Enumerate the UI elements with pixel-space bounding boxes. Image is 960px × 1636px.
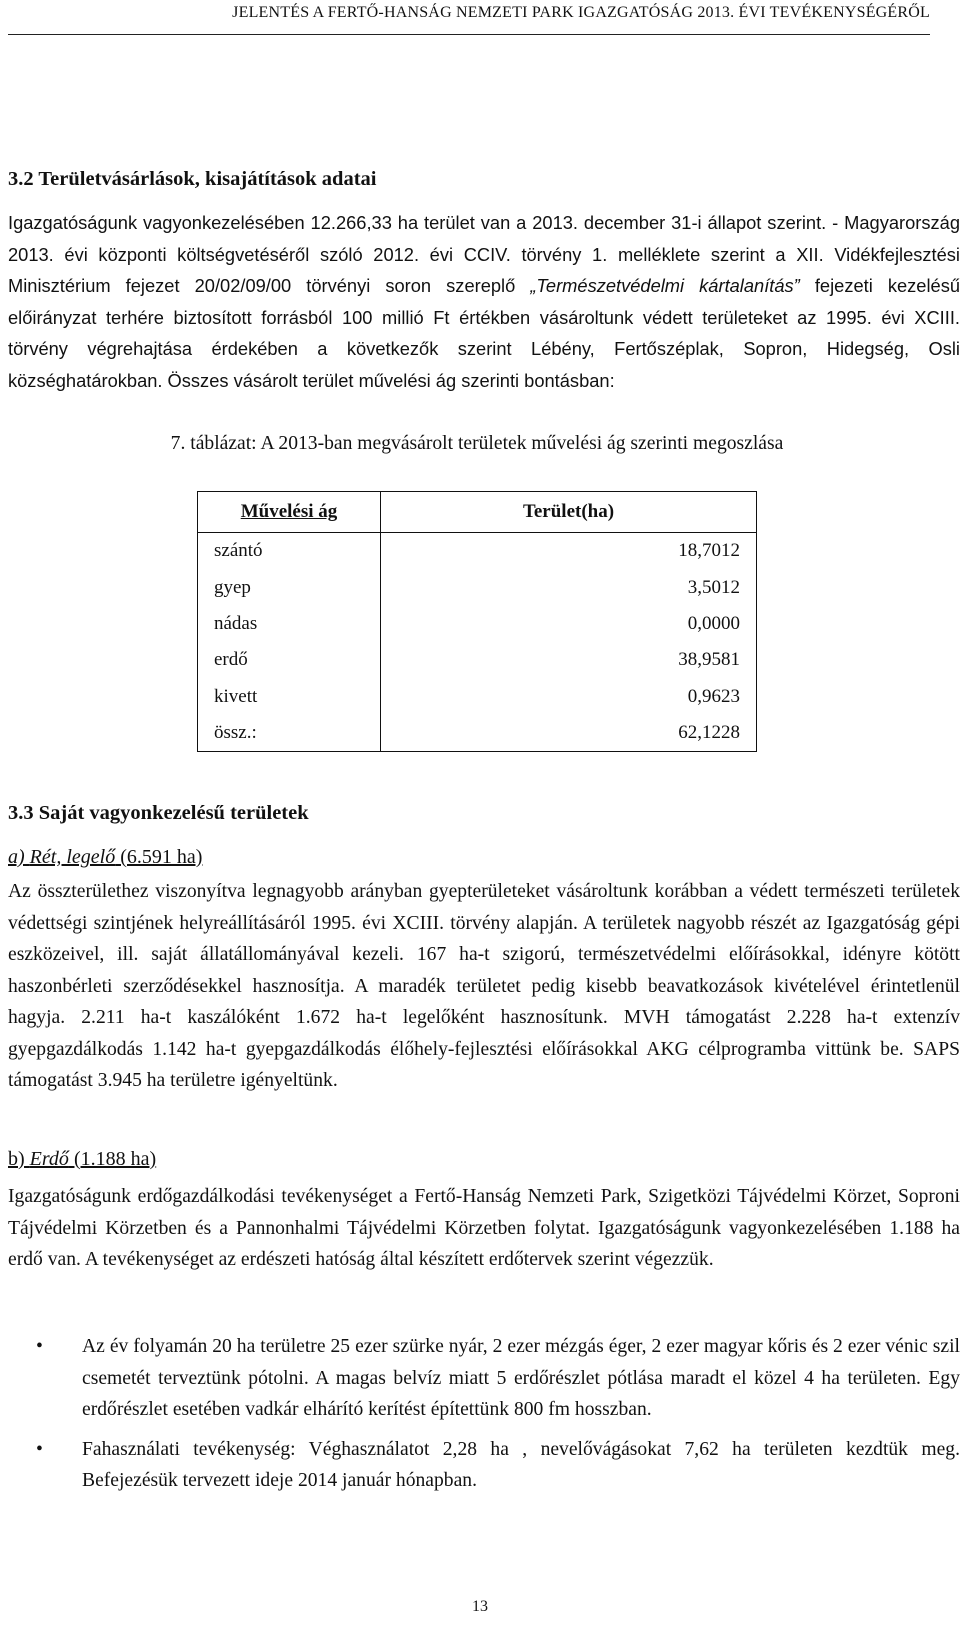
table-row bbox=[198, 679, 757, 715]
subsection-a-paragraph: Az összterülethez viszonyítva legnagyobb arányban gyepterületeket vásároltunk korábban a védett természeti területek védettségi szintjének helyreállításáról 1995. évi XCIII. törvény alapján. A területek nagyobb részét az Igazgatóság gépi eszközeivel, ill. saját állatállományával kezeli. 167 ha-t szigorú, természetvédelmi előírásokkal, idényre kötött haszonbérleti szerződésekkel hasznosítja. A maradék területet pedig kisebb beavatkozások kivételével érintetlenül hagyja. 2.211 ha-t kaszálóként 1.672 ha-t legelőként hasznosítunk. MVH támogatást 2.228 ha-t extenzív gyepgazdálkodás 1.142 ha-t gyepgazdálkodás élőhely-fejlesztési előírásokkal AKG célprogramba vittünk be. SAPS támogatást 3.945 ha területre igényeltünk. bbox=[8, 881, 960, 1091]
section-heading-3-3: 3.3 Saját vagyonkezelésű területek bbox=[8, 802, 309, 824]
column-header-area: Terület(ha) bbox=[381, 492, 757, 533]
table-row bbox=[198, 569, 757, 605]
cell-category: nádas bbox=[198, 606, 381, 642]
section-heading-3-2: 3.2 Területvásárlások, kisajátítások adatai bbox=[8, 168, 377, 190]
land-use-table bbox=[197, 491, 757, 752]
running-header bbox=[0, 4, 930, 22]
table-row-total bbox=[198, 715, 757, 752]
paragraph-rest: fejezeti kezelésű előirányzat terhére biztosított forrásból 100 millió Ft értékben vásároltunk védett területeket az 1995. évi XCIII. törvény végrehajtása érdekében a következők szerint Lébény, Fertőszéplak, Sopron, Hidegség, Osli községhatárokban. Összes vásárolt terület művelési ág szerinti bontásban: bbox=[8, 275, 960, 391]
page-number: 13 bbox=[472, 1598, 488, 1615]
cell-area: 18,7012 bbox=[381, 533, 757, 570]
sub-b-suffix: (1.188 ha) bbox=[68, 1148, 157, 1170]
sub-a-suffix: (6.591 ha) bbox=[115, 846, 203, 868]
bullet-icon: • bbox=[36, 1438, 43, 1460]
list-item bbox=[36, 1331, 960, 1426]
sub-a-prefix: a) bbox=[8, 846, 30, 868]
sub-b-prefix: b) bbox=[8, 1148, 30, 1170]
cell-area: 3,5012 bbox=[381, 569, 757, 605]
header-title: JELENTÉS A FERTŐ-HANSÁG NEMZETI PARK IGAZGATÓSÁG 2013. ÉVI TEVÉKENYSÉGÉRŐL bbox=[232, 4, 930, 21]
cell-category: gyep bbox=[198, 569, 381, 605]
cell-category: erdő bbox=[198, 642, 381, 678]
table-row bbox=[198, 606, 757, 642]
bullet-list bbox=[36, 1331, 960, 1505]
cell-area: 0,9623 bbox=[381, 679, 757, 715]
paragraph-intro: Igazgatóságunk vagyonkezelésében 12.266,33 ha terület van a 2013. december 31-i állapot szerint. - Magyarország 2013. évi központi költségvetéséről szóló 2012. évi CCIV. törvény 1. melléklete szerint a XII. Vidékfejlesztési Minisztérium fejezet 20/02/09/00 törvényi soron szereplő bbox=[8, 212, 960, 296]
sub-a-italic: Rét, legelő bbox=[29, 846, 116, 868]
table-caption: 7. táblázat: A 2013-ban megvásárolt területek művelési ág szerinti megoszlása bbox=[170, 433, 784, 454]
subsection-a-label bbox=[8, 846, 202, 869]
table-header-row bbox=[198, 492, 757, 533]
section-3-2-paragraph bbox=[8, 207, 960, 396]
paragraph-italic-term: „Természetvédelmi kártalanítás” bbox=[530, 275, 800, 296]
table-row bbox=[198, 642, 757, 678]
cell-category: szántó bbox=[198, 533, 381, 570]
cell-area: 38,9581 bbox=[381, 642, 757, 678]
table-row bbox=[198, 533, 757, 570]
cell-area: 0,0000 bbox=[381, 606, 757, 642]
cell-category: kivett bbox=[198, 679, 381, 715]
cell-area: 62,1228 bbox=[381, 715, 757, 752]
cell-category: össz.: bbox=[198, 715, 381, 752]
header-rule bbox=[8, 34, 930, 35]
list-item bbox=[36, 1434, 960, 1497]
bullet-icon: • bbox=[36, 1336, 43, 1357]
list-item-text: Fahasználati tevékenység: Véghasználatot 2,28 ha , nevelővágásokat 7,62 ha területen kezdtük meg. Befejezésük tervezett ideje 2014 január hónapban. bbox=[82, 1438, 960, 1491]
list-item-text: Az év folyamán 20 ha területre 25 ezer szürke nyár, 2 ezer mézgás éger, 2 ezer magyar kőris és 2 ezer vénic szil csemetét terveztünk pótolni. A magas belvíz miatt 5 erdőrészlet pótlása maradt el közel 4 ha területen. Egy erdőrészlet esetében vadkár elhárító kerítést építettünk 800 fm hosszban. bbox=[82, 1336, 960, 1420]
subsection-b-paragraph: Igazgatóságunk erdőgazdálkodási tevékenységet a Fertő-Hanság Nemzeti Park, Szigetközi Tájvédelmi Körzet, Soproni Tájvédelmi Körzetben és a Pannonhalmi Tájvédelmi Körzetben folytat. Igazgatóságunk vagyonkezelésében 1.188 ha erdő van. A tevékenységet az erdészeti hatóság által készített erdőtervek szerint végezzük. bbox=[8, 1186, 960, 1270]
subsection-b-label bbox=[8, 1148, 156, 1171]
column-header-land-use: Művelési ág bbox=[198, 492, 381, 533]
sub-b-italic: Erdő bbox=[29, 1148, 69, 1170]
